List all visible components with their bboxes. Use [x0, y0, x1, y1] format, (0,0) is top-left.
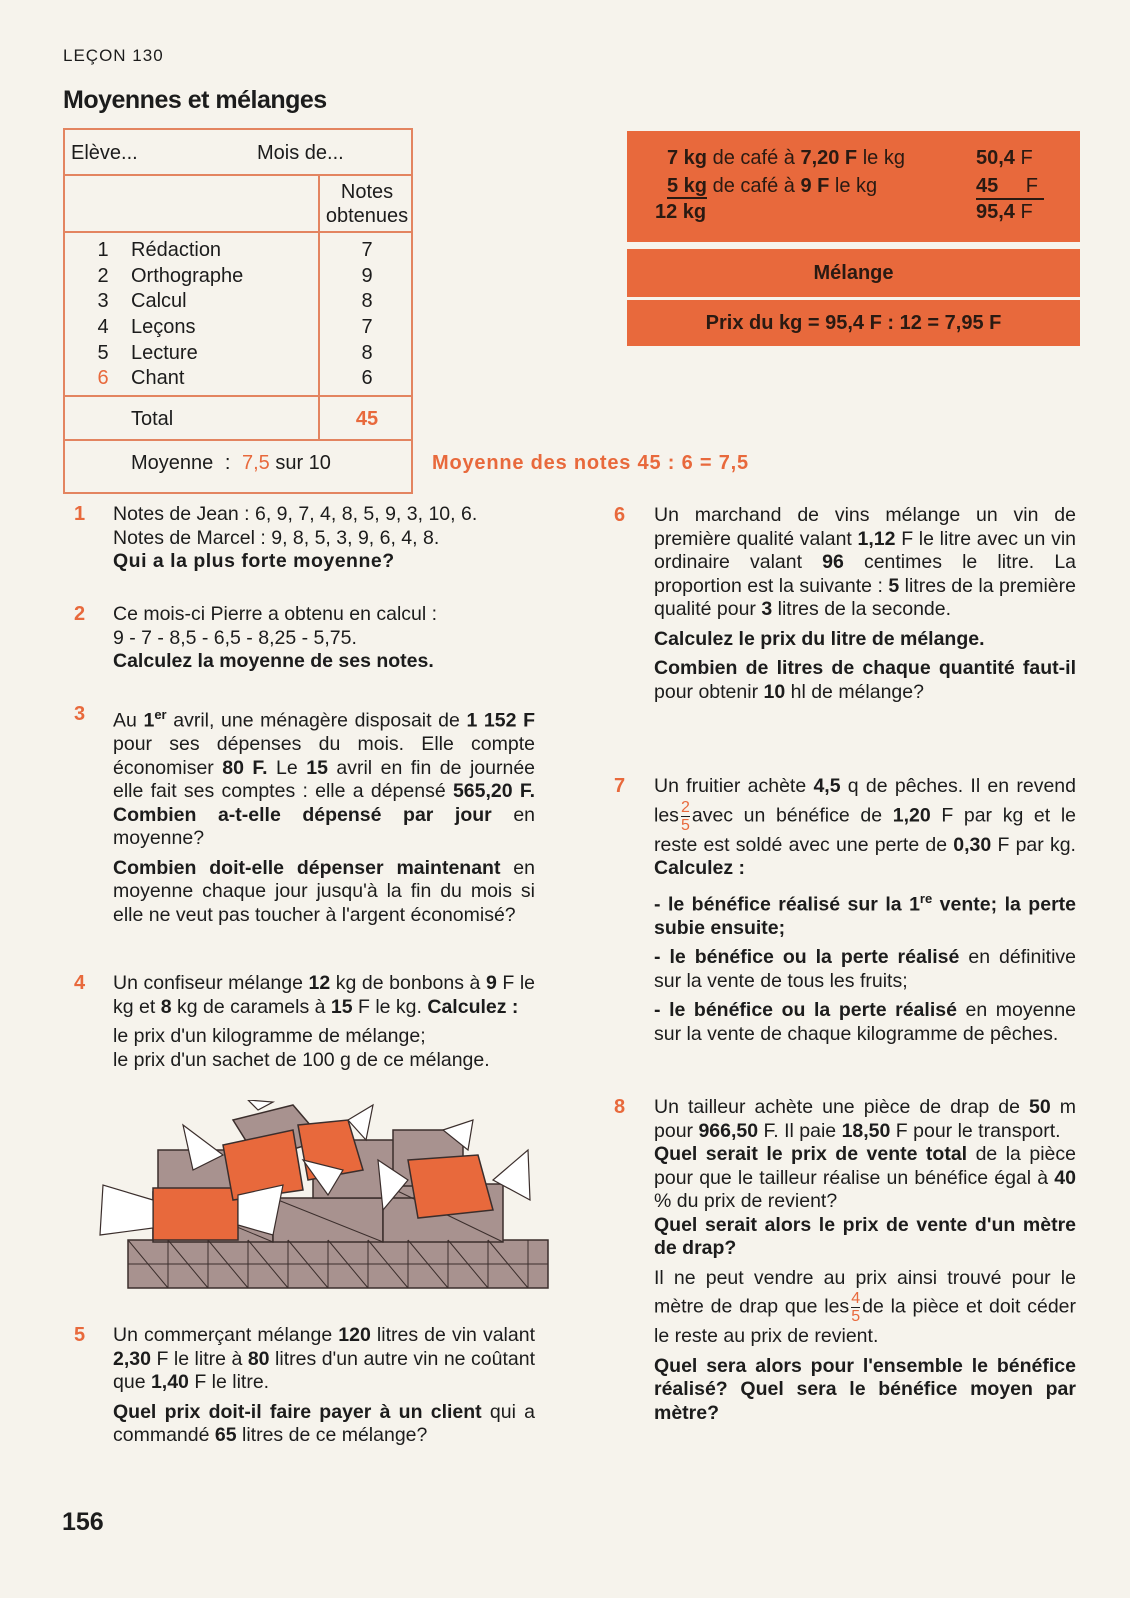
value: 18,50: [841, 1119, 891, 1142]
text: litres de la seconde.: [772, 598, 952, 620]
eleve-label: Elève...: [71, 142, 138, 164]
table-rule: [65, 439, 411, 441]
table-rule: [65, 395, 411, 397]
subject: Chant: [131, 367, 185, 389]
candy-illustration: [98, 1100, 550, 1292]
question: - le bénéfice réalisé sur la 1: [654, 893, 920, 915]
text: en moyenne?: [113, 803, 536, 849]
grade: 7: [361, 239, 373, 261]
ordinal: re: [919, 890, 933, 906]
qty: 5 kg: [667, 175, 708, 197]
value: 15: [330, 995, 353, 1018]
value: 5: [888, 574, 900, 597]
moyenne-row: [131, 452, 331, 475]
question: - le bénéfice ou la perte réalisé: [654, 999, 957, 1021]
text: avril en fin de journée elle fait ses comptes : elle a dépensé: [113, 756, 536, 802]
text: litres d'un autre vin ne coûtant que: [113, 1347, 535, 1393]
text: hl de mélange?: [785, 680, 924, 703]
value: 96: [822, 551, 844, 573]
text: de la pièce pour que le tailleur réalise un bénéfice égal à: [654, 1143, 1076, 1189]
value: 95,4: [976, 201, 1015, 223]
value: 15: [306, 756, 328, 779]
value: 80: [247, 1347, 270, 1370]
exercise-6: [654, 504, 1076, 704]
text: centimes le litre. La proportion est la suivante :: [654, 551, 1077, 597]
mixture-total-1: [976, 147, 1044, 170]
mixture-total-sum: [976, 201, 1044, 224]
text: Un confiseur mélange: [113, 972, 309, 994]
row-number: 3: [97, 290, 109, 312]
text: litres de ce mélange?: [236, 1424, 428, 1446]
text: F le kg et: [113, 972, 535, 1018]
value: 565,20 F.: [452, 780, 536, 802]
value: 4,5: [813, 775, 841, 797]
text: de café à: [712, 147, 795, 169]
value: 1,12: [857, 527, 896, 550]
exercise-line: Notes de Jean : 6, 9, 7, 4, 8, 5, 9, 3, 10, 6.: [113, 503, 478, 525]
text: F le litre à: [150, 1347, 248, 1370]
numerator: 2: [680, 798, 690, 816]
unit: le kg: [834, 175, 878, 197]
mois-label: Mois de...: [257, 142, 344, 164]
numerator: 4: [851, 1290, 861, 1307]
question: Calculez :: [654, 857, 746, 879]
exercise-line: Ce mois-ci Pierre a obtenu en calcul :: [113, 603, 438, 625]
text: Un commerçant mélange: [113, 1324, 339, 1346]
value: 10: [763, 680, 786, 703]
question: Quel serait le prix de vente total: [654, 1143, 968, 1165]
melange-box: [627, 249, 1080, 297]
question: - le bénéfice ou la perte réalisé: [654, 946, 960, 968]
total-label: Total: [131, 408, 174, 430]
prix-box: [627, 300, 1080, 346]
price: 7,20 F: [800, 147, 858, 169]
moyenne-value: 7,5: [241, 452, 270, 474]
exercise-question: Qui a la plus forte moyenne?: [113, 550, 395, 572]
text: de café à: [712, 175, 795, 197]
page-number: 156: [62, 1508, 104, 1536]
grade: 8: [361, 342, 373, 364]
exercise-question: Calculez la moyenne de ses notes.: [113, 650, 434, 672]
value: 65: [214, 1424, 237, 1446]
value: 80 F.: [222, 756, 268, 779]
melange-label: Mélange: [813, 262, 894, 284]
text: F le kg.: [352, 995, 428, 1018]
total-value: 45: [355, 408, 379, 430]
exercise-line: le prix d'un kilogramme de mélange;: [113, 1025, 426, 1047]
value: 8: [160, 995, 172, 1018]
exercise-question: Quel serait alors le prix de vente d'un mètre de drap?: [654, 1213, 1076, 1259]
ordinal: er: [154, 707, 167, 722]
average-formula: Moyenne des notes 45 : 6 = 7,5: [432, 452, 749, 474]
moyenne-label: Moyenne: [131, 452, 214, 474]
grade: 8: [361, 290, 373, 312]
grades-table: [63, 128, 413, 494]
text: F le litre.: [188, 1371, 270, 1393]
fraction: [851, 1290, 860, 1325]
exercise-number: 4: [74, 972, 86, 994]
text: en moyenne sur la vente de chaque kilogramme de pêches.: [654, 999, 1077, 1045]
text: Un fruitier achète: [654, 775, 814, 797]
value: 1,20: [892, 804, 931, 827]
exercise-line: Notes de Marcel : 9, 8, 5, 3, 9, 6, 4, 8.: [113, 526, 440, 549]
mixture-box: [627, 131, 1080, 242]
text: de la pièce et doit céder le reste au prix de revient.: [654, 1295, 1076, 1347]
text: qui a commandé: [113, 1400, 535, 1446]
value: 1 152 F: [466, 709, 535, 732]
moyenne-colon: :: [224, 452, 231, 474]
qty: 7 kg: [667, 147, 708, 169]
mixture-sum: [655, 201, 706, 224]
text: litres de la première qualité pour: [654, 574, 1076, 620]
value: 45: [976, 175, 999, 197]
text: Le: [267, 756, 307, 779]
value: 9: [485, 972, 497, 994]
unit: F: [1025, 175, 1038, 197]
value: 0,30: [953, 833, 992, 856]
question: Combien de litres de chaque quantité faut-il: [654, 657, 1076, 679]
value: 3: [761, 598, 773, 620]
value: 120: [338, 1324, 371, 1346]
subject: Rédaction: [131, 239, 222, 261]
exercise-1: [113, 503, 535, 574]
value: 1,40: [150, 1371, 189, 1393]
fraction: [681, 799, 690, 834]
denominator: 5: [851, 1308, 861, 1325]
exercise-5: [113, 1324, 535, 1448]
value: 2,30: [113, 1347, 151, 1370]
table-rule: [65, 174, 411, 176]
question: Quel prix doit-il faire payer à un client: [113, 1400, 482, 1423]
text: F. Il paie: [758, 1119, 842, 1142]
text: kg de bonbons à: [330, 972, 486, 994]
row-number: 1: [97, 239, 109, 261]
notes-header: Notes: [340, 181, 394, 203]
question: Calculez :: [427, 995, 519, 1018]
mixture-total-2: [976, 175, 1044, 200]
mixture-line-2: [667, 175, 877, 198]
price: 9 F: [800, 175, 830, 197]
exercise-number: 5: [74, 1324, 86, 1346]
table-rule: [65, 231, 411, 233]
question: Combien a-t-elle dépensé par jour: [113, 803, 492, 826]
text: Un tailleur achète une pièce de drap de: [654, 1096, 1029, 1118]
subject: Leçons: [131, 316, 196, 338]
mixture-line-1: [667, 147, 905, 170]
text: kg de caramels à: [171, 995, 331, 1018]
text: pour obtenir: [654, 680, 764, 703]
text: Il ne peut vendre au prix ainsi trouvé pour le mètre de drap que les: [654, 1266, 1076, 1318]
exercise-3: [113, 703, 535, 927]
exercise-number: 2: [74, 603, 86, 625]
text: F pour le transport.: [890, 1119, 1061, 1142]
text: avec un bénéfice de: [691, 804, 893, 827]
row-number: 5: [97, 342, 109, 364]
text: F le litre avec un vin ordinaire valant: [654, 527, 1077, 573]
grade: 6: [361, 367, 373, 389]
exercise-number: 6: [614, 504, 626, 526]
value: 50: [1028, 1096, 1051, 1118]
text: Un marchand de vins mélange un vin de première qualité valant: [654, 504, 1076, 550]
lesson-label: LEÇON 130: [63, 46, 164, 65]
question: vente; la perte subie ensuite;: [654, 893, 1076, 939]
row-number: 4: [97, 316, 109, 338]
text: avril, une ménagère disposait de: [166, 709, 467, 732]
prix-kg: Prix du kg = 95,4 F : 12 = 7,95 F: [705, 312, 1002, 334]
exercise-4: [113, 972, 535, 1072]
denominator: 5: [680, 816, 690, 834]
exercise-number: 7: [614, 775, 626, 797]
text: en définitive sur la vente de tous les fruits;: [654, 946, 1076, 992]
qty: 12 kg: [655, 201, 707, 223]
exercise-7: [654, 775, 1076, 1046]
exercise-number: 8: [614, 1096, 626, 1118]
subject: Orthographe: [131, 265, 244, 287]
exercise-number: 1: [74, 503, 86, 525]
value: 50,4: [976, 147, 1015, 169]
value: 12: [308, 972, 331, 994]
page-title: Moyennes et mélanges: [63, 86, 327, 114]
exercise-line: le prix d'un sachet de 100 g de ce mélange.: [113, 1048, 490, 1071]
unit: le kg: [862, 147, 905, 169]
text: m pour: [654, 1096, 1076, 1142]
unit: F: [1020, 147, 1033, 169]
grade: 9: [361, 265, 373, 287]
value: 966,50: [698, 1119, 759, 1142]
text: F par kg et le reste est soldé avec une perte de: [654, 804, 1077, 856]
exercise-question: Calculez le prix du litre de mélange.: [654, 627, 985, 650]
exercise-question: Quel sera alors pour l'ensemble le bénéfice réalisé? Quel sera le bénéfice moyen par mètre?: [654, 1354, 1076, 1424]
text: pour ses dépenses du mois. Elle compte économiser: [113, 733, 535, 779]
unit: F: [1020, 201, 1033, 223]
text: Au: [113, 709, 144, 732]
subject: Lecture: [131, 342, 198, 364]
question: Combien doit-elle dépenser maintenant: [113, 856, 501, 879]
text: q de pêches. Il en revend les: [654, 775, 1077, 827]
grade: 7: [361, 316, 373, 338]
text: % du prix de revient?: [654, 1190, 838, 1212]
subject: Calcul: [131, 290, 187, 312]
text: F par kg.: [991, 833, 1076, 856]
value: 40: [1054, 1166, 1076, 1189]
obtenues-header: obtenues: [325, 205, 409, 227]
row-number: 2: [97, 265, 109, 287]
exercise-8: [654, 1096, 1076, 1425]
row-number: 6: [97, 367, 109, 389]
value: 1: [143, 709, 155, 732]
text: en moyenne chaque jour jusqu'à la fin du mois si elle ne veut pas toucher à l'argent économisé?: [113, 856, 535, 926]
moyenne-suffix: sur 10: [275, 452, 331, 474]
exercise-2: [113, 603, 535, 674]
exercise-number: 3: [74, 703, 86, 725]
text: litres de vin valant: [370, 1324, 536, 1346]
exercise-line: 9 - 7 - 8,5 - 6,5 - 8,25 - 5,75.: [113, 626, 357, 649]
